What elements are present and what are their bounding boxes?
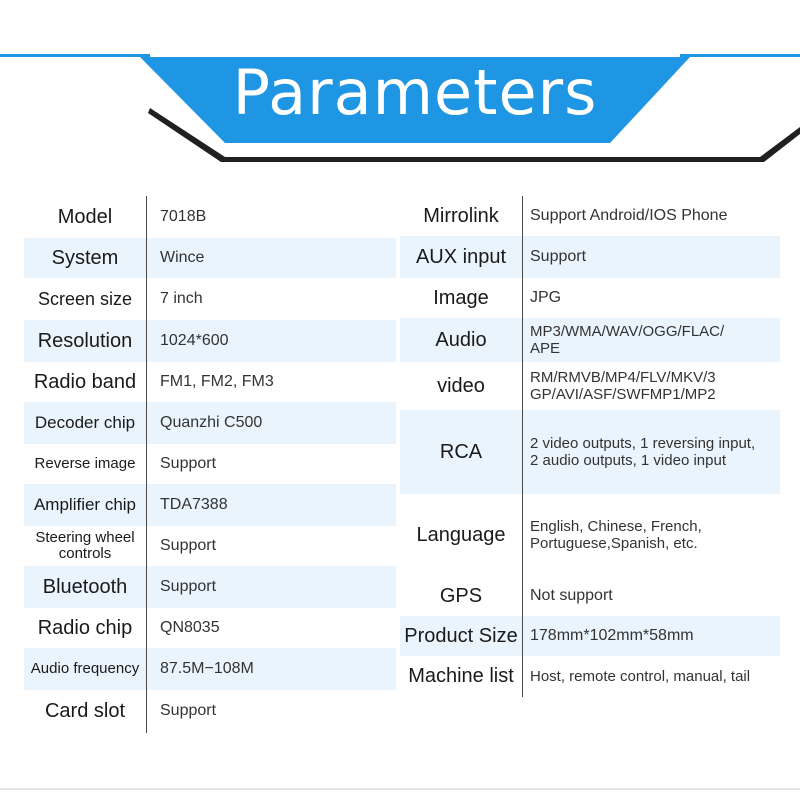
spec-label: Bluetooth <box>42 575 128 598</box>
spec-value: 7018B <box>160 207 207 225</box>
spec-value: Support <box>160 702 217 720</box>
spec-value: Support <box>160 536 217 554</box>
spec-label: Radio chip <box>37 616 133 639</box>
spec-label: Steering wheel controls <box>35 529 135 562</box>
spec-label: AUX input <box>415 245 507 268</box>
spec-row <box>24 648 396 690</box>
spec-row <box>24 362 396 402</box>
spec-row <box>400 576 780 616</box>
spec-label: System <box>51 246 119 269</box>
spec-row <box>24 444 396 484</box>
spec-value: JPG <box>530 288 562 306</box>
spec-label: Screen size <box>37 288 133 309</box>
spec-label: Card slot <box>44 700 126 722</box>
spec-value: Support <box>160 577 217 595</box>
spec-value: English, Chinese, French, Portuguese,Spanish, etc. <box>530 517 702 552</box>
spec-label: GPS <box>439 584 483 607</box>
spec-label: Audio frequency <box>30 660 140 678</box>
spec-row <box>24 402 396 444</box>
spec-label: Language <box>416 523 506 546</box>
spec-value: 7 inch <box>160 289 203 307</box>
spec-value: Wince <box>160 248 205 266</box>
spec-value: Quanzhi C500 <box>160 413 263 431</box>
spec-value: RM/RMVB/MP4/FLV/MKV/3 GP/AVI/ASF/SWFMP1/MP2 <box>530 368 716 403</box>
spec-row <box>24 278 396 320</box>
spec-row <box>400 278 780 318</box>
spec-value: 178mm*102mm*58mm <box>530 626 694 644</box>
spec-label: RCA <box>439 440 483 463</box>
spec-row <box>24 566 396 608</box>
left-spec-table <box>24 196 396 737</box>
spec-label: Decoder chip <box>34 413 136 433</box>
spec-value: Support Android/IOS Phone <box>530 206 728 224</box>
spec-row <box>400 196 780 236</box>
spec-value: 2 video outputs, 1 reversing input, 2 audio outputs, 1 video input <box>530 434 756 469</box>
spec-label: Model <box>57 205 113 228</box>
spec-label: Audio <box>435 328 487 351</box>
spec-row <box>24 526 396 566</box>
spec-value: Support <box>160 454 217 472</box>
column-separator <box>522 196 523 697</box>
spec-value: Host, remote control, manual, tail <box>530 667 751 685</box>
spec-row <box>400 494 780 576</box>
spec-label: Mirrolink <box>423 204 499 227</box>
right-spec-table <box>400 196 780 737</box>
spec-label: Image <box>433 286 489 309</box>
spec-label: Reverse image <box>34 455 136 473</box>
spec-value: TDA7388 <box>160 495 228 513</box>
spec-row <box>400 362 780 410</box>
header-thin-line-right <box>680 54 800 57</box>
spec-value: MP3/WMA/WAV/OGG/FLAC/ APE <box>530 322 725 357</box>
spec-row <box>24 608 396 648</box>
spec-row <box>400 236 780 278</box>
spec-row <box>400 410 780 494</box>
spec-row <box>24 484 396 526</box>
header-thin-line-left <box>0 54 150 57</box>
column-separator <box>146 196 147 733</box>
spec-label: Radio band <box>33 370 137 393</box>
spec-label: Amplifier chip <box>33 495 137 515</box>
spec-row <box>400 656 780 697</box>
spec-label: video <box>437 374 485 397</box>
spec-value: QN8035 <box>160 618 220 636</box>
spec-value: 87.5M−108M <box>160 659 254 677</box>
page-title: Parameters <box>232 56 598 129</box>
spec-value: Support <box>530 247 587 265</box>
spec-row <box>24 320 396 362</box>
spec-row <box>24 690 396 733</box>
spec-row <box>400 616 780 656</box>
spec-value: Not support <box>530 586 613 604</box>
spec-row <box>24 196 396 238</box>
spec-value: 1024*600 <box>160 331 229 349</box>
spec-row <box>24 238 396 278</box>
spec-row <box>400 318 780 362</box>
spec-value: FM1, FM2, FM3 <box>160 372 274 390</box>
spec-label: Machine list <box>408 665 514 687</box>
spec-label: Product Size <box>404 624 518 647</box>
footer-divider <box>0 788 800 790</box>
spec-label: Resolution <box>37 329 133 352</box>
